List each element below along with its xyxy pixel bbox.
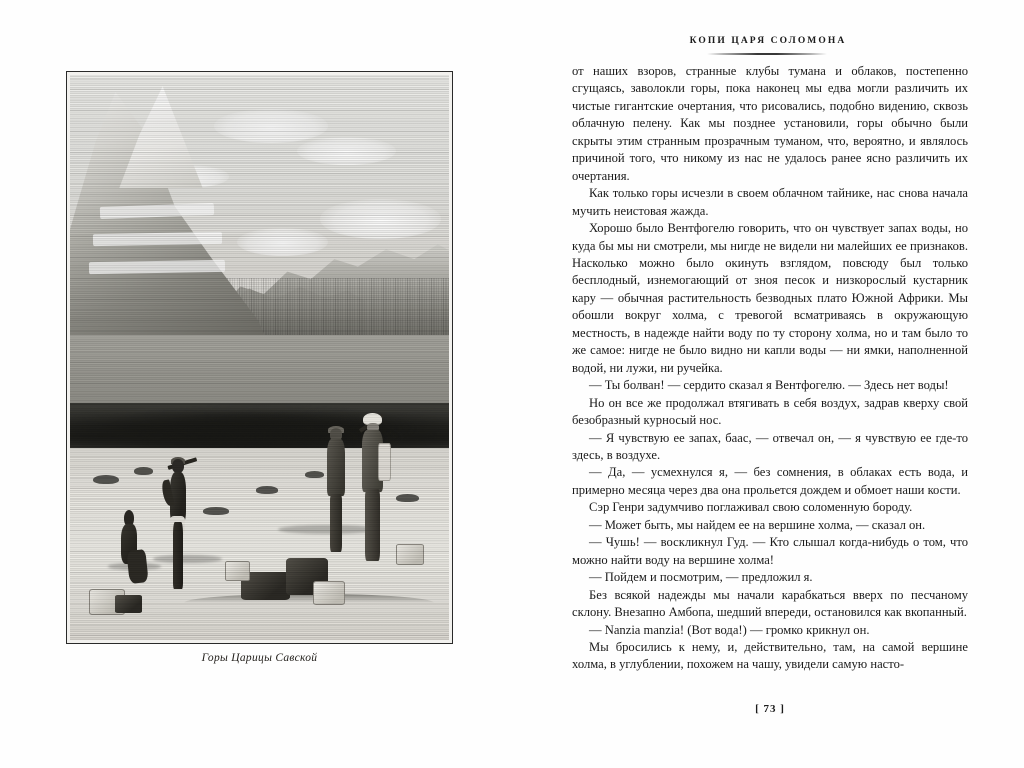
body-text-column — [572, 63, 968, 674]
body-paragraph: Без всякой надежды мы начали карабкаться вверх по песчаному склону. Внезапно Амбопа, шедший впереди, остановился как вкопанный. — [572, 587, 968, 620]
body-paragraph: — Пойдем и посмотрим, — предложил я. — [589, 570, 813, 585]
engraving-hatch-texture-fine — [70, 75, 449, 640]
body-paragraph: от наших взоров, странные клубы тумана и облаков, постепенно сгущаясь, заволокли горы, пока наконец мы едва могли различить их чистые гигантские очертания, что рисовались, подобно видению, сквозь облачную пелену. Как мы позднее установили, горы обычно были скрыты этим странным прозрачным туманом, что, вероятно, и являлось причиной того, что никому из нас не удалось ранее ясно различить их очертания. — [572, 64, 968, 183]
body-paragraph: Но он все же продолжал втягивать в себя воздух, задрав кверху свой безобразный курносый нос. — [572, 395, 968, 428]
body-paragraph: Хорошо было Вентфогелю говорить, что он чувствует запах воды, но куда бы мы ни смотрели, мы нигде не видели ни малейших ее признаков. Насколько можно было окинуть взглядом, повсюду был только бесплодный, изнемогающий от зноя песок и низкорослый кустарник кару — обычная растительность безводных плато Южной Африки. Мы обошли вокруг холма, с тревогой всматриваясь в окружающую местность, в надежде найти воду по ту сторону холма, но и там было то же самое: нигде не было видно ни капли воды — ни ямки, наполненной водой, ни лужи, ни ручейка. — [572, 221, 968, 375]
body-paragraph: — Ты болван! — сердито сказал я Вентфогелю. — Здесь нет воды! — [589, 378, 949, 393]
body-paragraph: Мы бросились к нему, и, действительно, там, на самой вершине холма, в углублении, похожем на чашу, увидели самую насто- — [572, 639, 968, 672]
body-paragraph: — Может быть, мы найдем ее на вершине холма, — сказал он. — [589, 517, 926, 532]
body-paragraph: — Чушь! — воскликнул Гуд. — Кто слышал когда-нибудь о том, что можно найти воду на вершине холма! — [572, 535, 968, 567]
body-paragraph: — Да, — усмехнулся я, — без сомнения, в облаках есть вода, и примерно месяца через два она прольется дождем и обмоет наши кости. — [572, 465, 968, 497]
engraving-canvas — [70, 75, 449, 640]
right-page-text — [512, 0, 1024, 768]
page-number: [ 73 ] — [755, 703, 785, 715]
body-paragraph: — Я чувствую ее запах, баас, — отвечал он, — я чувствую ее где-то здесь, в воздухе. — [572, 430, 968, 462]
body-paragraph: Сэр Генри задумчиво поглаживал свою соломенную бороду. — [589, 500, 913, 515]
body-paragraph: — Nanzia manzia! (Вот вода!) — громко крикнул он. — [589, 622, 870, 637]
illustration-caption: Горы Царицы Савской — [201, 652, 318, 664]
illustration-frame — [66, 71, 453, 644]
header-divider-rule — [707, 53, 827, 55]
illustration-plate — [66, 71, 453, 644]
running-head: КОПИ ЦАРЯ СОЛОМОНА — [689, 36, 847, 46]
body-paragraph: Как только горы исчезли в своем облачном тайнике, нас снова начала мучить неистовая жажда. — [572, 186, 968, 218]
